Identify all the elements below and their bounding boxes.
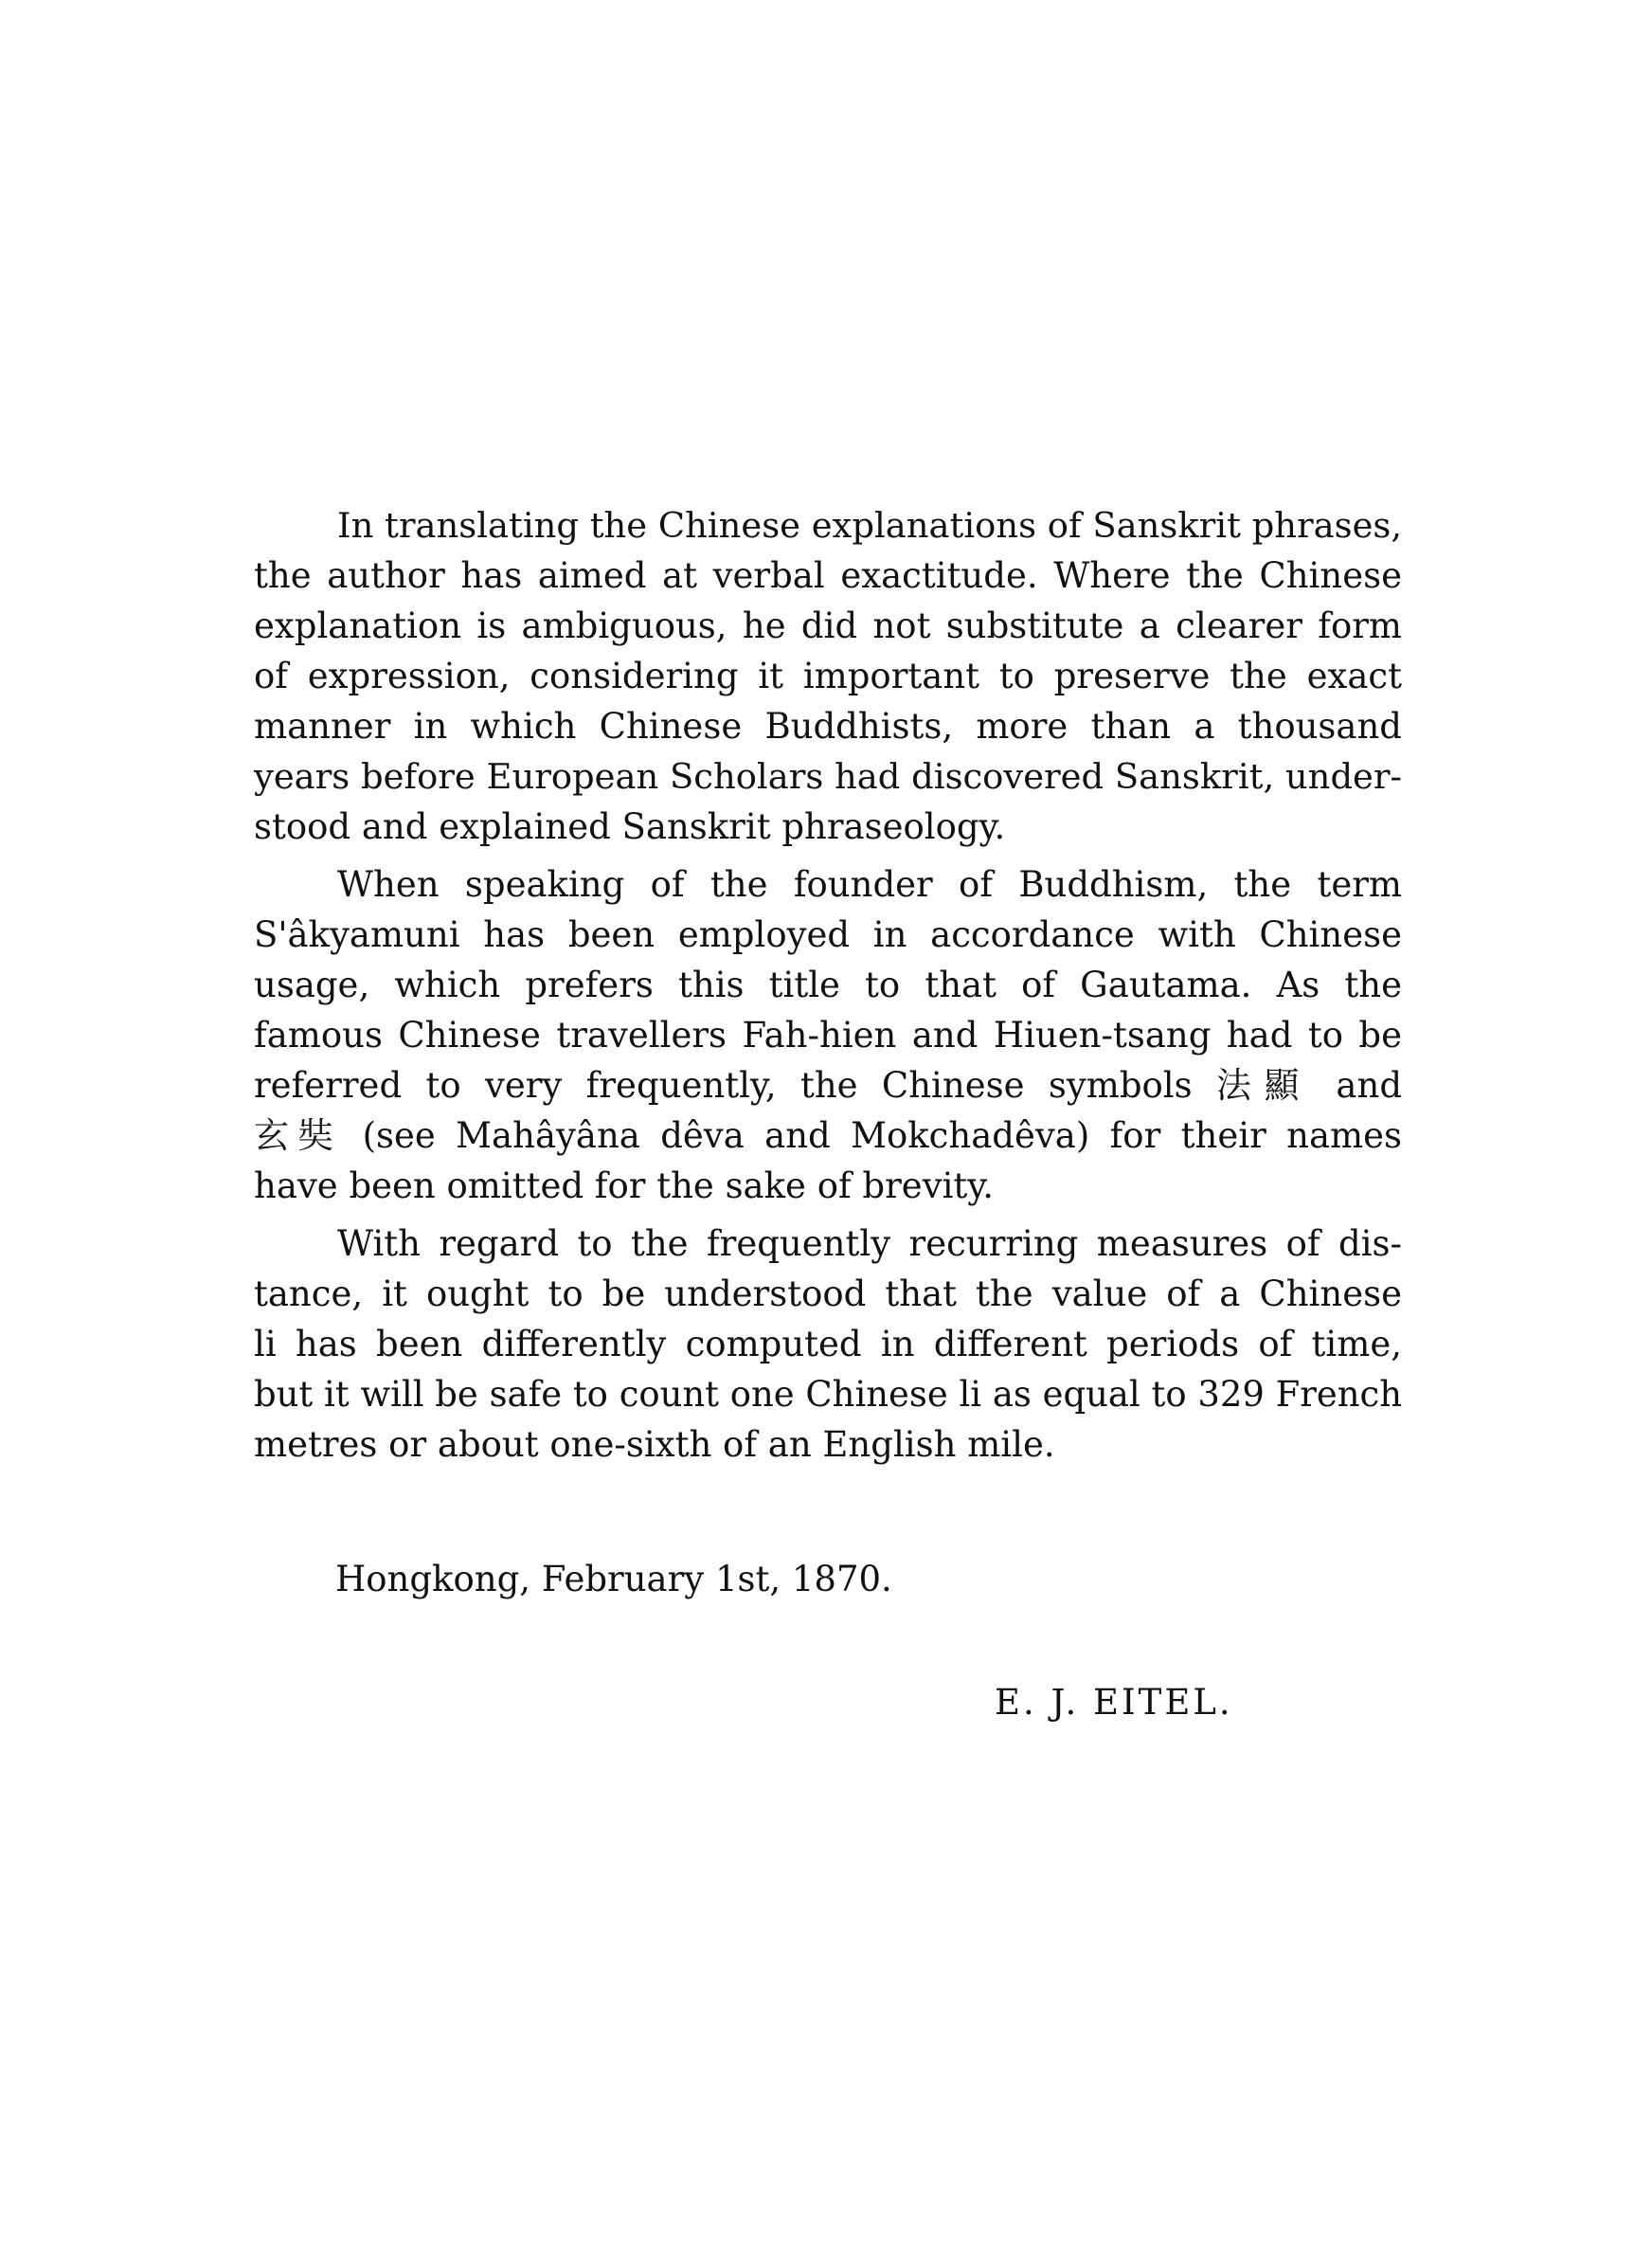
- paragraph-founder-naming: [254, 859, 1402, 1211]
- text-line: S'âkyamuni has been employed in accordance with Chinese: [254, 914, 1402, 955]
- text-line: but it will be safe to count one Chinese li as equal to 329 French: [254, 1374, 1402, 1415]
- text-line: When speaking of the founder of Buddhism, the term: [337, 864, 1402, 905]
- text-line: tance, it ought to be understood that the value of a Chinese: [254, 1273, 1402, 1314]
- author-signature: E. J. EITEL.: [995, 1682, 1233, 1723]
- text-line: usage, which prefers this title to that of Gautama. As the: [254, 965, 1402, 1005]
- text-line: have been omitted for the sake of brevity.: [254, 1165, 995, 1206]
- paragraph-translation-method: [254, 500, 1402, 852]
- text-line: years before European Scholars had discovered Sanskrit, under-: [254, 756, 1402, 797]
- text-line: of expression, considering it important to preserve the exact: [254, 656, 1402, 696]
- text-line: 玄奘 (see Mahâyâna dêva and Mokchadêva) for their names: [254, 1115, 1402, 1156]
- text-line: stood and explained Sanskrit phraseology.: [254, 806, 1006, 847]
- paragraph-distance-measures: [254, 1219, 1402, 1470]
- place-date-line: Hongkong, February 1st, 1870.: [335, 1559, 892, 1599]
- text-line: li has been differently computed in different periods of time,: [254, 1324, 1402, 1364]
- preface-body: [254, 500, 1402, 1470]
- text-line: referred to very frequently, the Chinese symbols 法顯 and: [254, 1065, 1402, 1106]
- text-line: manner in which Chinese Buddhists, more than a thousand: [254, 706, 1402, 747]
- text-line: explanation is ambiguous, he did not substitute a clearer form: [254, 605, 1402, 646]
- text-line: metres or about one-sixth of an English mile.: [254, 1424, 1055, 1465]
- text-line: In translating the Chinese explanations of Sanskrit phrases,: [337, 505, 1403, 546]
- text-line: the author has aimed at verbal exactitude. Where the Chinese: [254, 555, 1402, 596]
- text-line: famous Chinese travellers Fah-hien and Hiuen-tsang had to be: [254, 1015, 1402, 1056]
- text-line: With regard to the frequently recurring measures of dis-: [337, 1223, 1402, 1264]
